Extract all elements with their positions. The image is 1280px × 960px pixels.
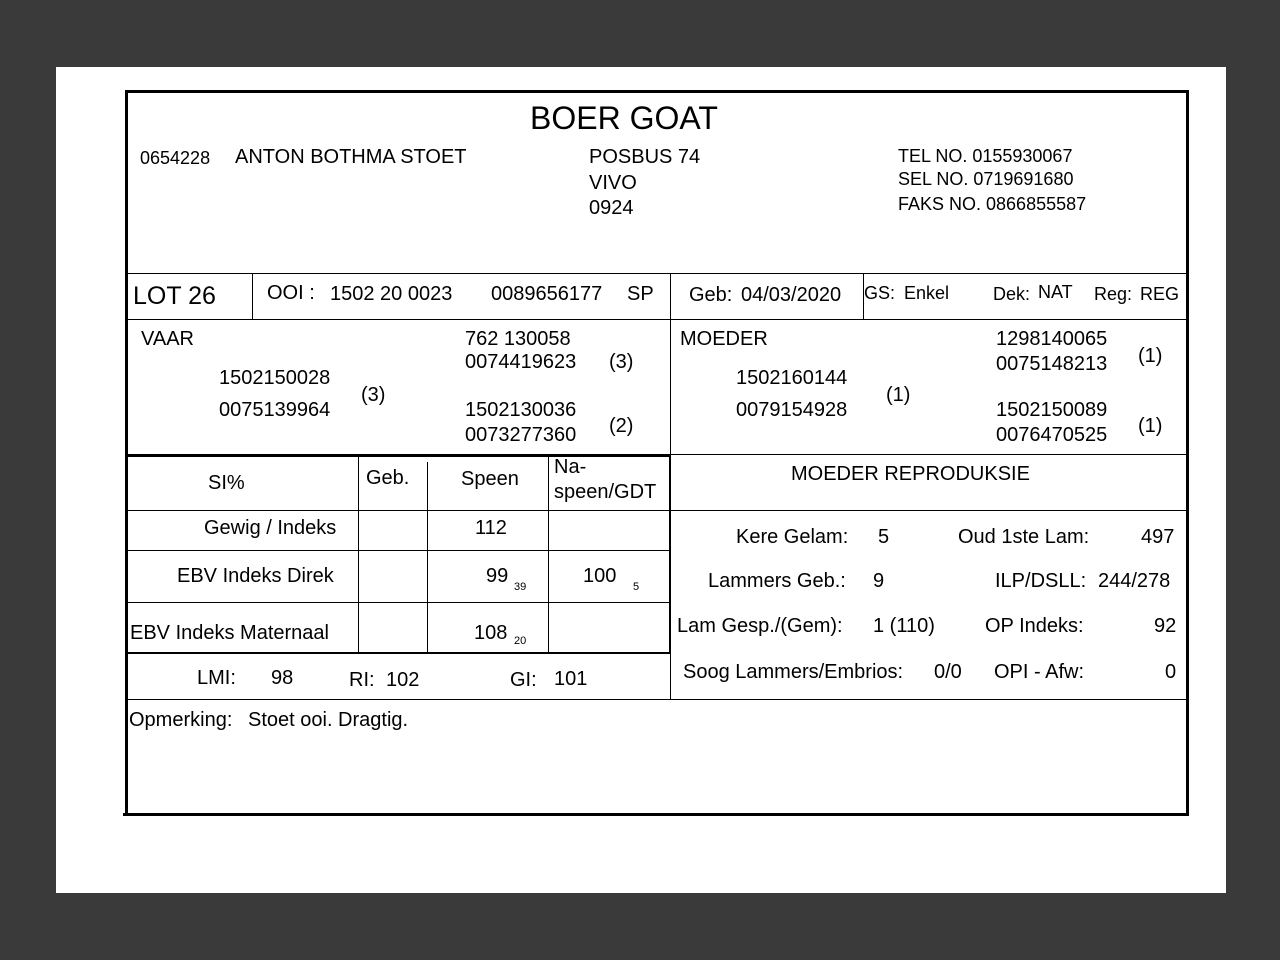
reg-label: Reg: <box>1094 284 1133 304</box>
gs-value: Enkel <box>904 283 950 303</box>
lmi-label: LMI: <box>197 667 236 689</box>
vaar-label: VAAR <box>141 328 194 350</box>
reg-value: REG <box>1140 284 1180 304</box>
opi-value: 0 <box>1165 661 1177 683</box>
moeder-label: MOEDER <box>680 328 768 350</box>
frame-bottom <box>123 813 1189 816</box>
moeder-sire-id: 1298140065 <box>996 328 1108 350</box>
phone-tel: TEL NO. 0155930067 <box>898 146 1073 166</box>
rule-col-geb <box>358 455 359 653</box>
rule-col-speen <box>427 462 428 653</box>
rule-row-direk <box>127 602 670 603</box>
repro-title: MOEDER REPRODUKSIE <box>791 463 1030 485</box>
vaar-sire-reg: 0074419623 <box>465 351 577 373</box>
ri-value: 102 <box>386 669 420 691</box>
moeder-sire-count: (1) <box>1138 345 1163 367</box>
ooi-reg: 0089656177 <box>491 283 603 305</box>
dek-label: Dek: <box>993 284 1031 304</box>
ilp-label: ILP/DSLL: <box>995 570 1087 592</box>
rule-table-bottom <box>127 652 671 654</box>
rule-col-naspeen <box>548 455 549 653</box>
direk-speen-subscript: 39 <box>514 581 527 593</box>
gesp-value: 1 (110) <box>873 615 935 637</box>
address-line-3: 0924 <box>589 197 634 219</box>
col-si-header: SI% <box>208 472 245 494</box>
geb-label: Geb: <box>689 284 733 306</box>
rule-header-row <box>127 510 1187 511</box>
moeder-reg: 0079154928 <box>736 399 848 421</box>
kere-label: Kere Gelam: <box>736 526 849 548</box>
maternaal-speen-value: 108 <box>474 622 508 644</box>
ooi-label: OOI : <box>267 282 315 304</box>
gi-label: GI: <box>510 669 537 691</box>
soog-value: 0/0 <box>934 661 962 683</box>
op-value: 92 <box>1154 615 1177 637</box>
moeder-dam-reg: 0076470525 <box>996 424 1108 446</box>
col-speen-header: Speen <box>461 468 519 490</box>
op-label: OP Indeks: <box>985 615 1084 637</box>
kere-value: 5 <box>878 526 890 548</box>
vaar-id: 1502150028 <box>219 367 331 389</box>
phone-sel: SEL NO. 0719691680 <box>898 169 1074 189</box>
moeder-count: (1) <box>886 384 911 406</box>
rule-lot-top <box>127 273 1187 274</box>
gi-value: 101 <box>554 668 588 690</box>
moeder-dam-id: 1502150089 <box>996 399 1108 421</box>
ilp-value: 244/278 <box>1098 570 1171 592</box>
moeder-id: 1502160144 <box>736 367 848 389</box>
col-naspeen-header-2: speen/GDT <box>554 481 657 503</box>
moeder-dam-count: (1) <box>1138 415 1163 437</box>
lot-number: LOT 26 <box>133 282 216 310</box>
row-ebv-maternaal-label: EBV Indeks Maternaal <box>130 622 329 644</box>
phone-faks: FAKS NO. 0866855587 <box>898 194 1087 214</box>
page-title: BOER GOAT <box>530 100 718 136</box>
vaar-reg: 0075139964 <box>219 399 331 421</box>
direk-naspeen-subscript: 5 <box>633 581 640 593</box>
address-line-2: VIVO <box>589 172 637 194</box>
frame-top <box>125 90 1189 93</box>
address-line-1: POSBUS 74 <box>589 146 701 168</box>
opi-label: OPI - Afw: <box>994 661 1085 683</box>
frame-right <box>1186 90 1189 816</box>
moeder-sire-reg: 0075148213 <box>996 353 1108 375</box>
vaar-count: (3) <box>361 384 386 406</box>
soog-label: Soog Lammers/Embrios: <box>683 661 904 683</box>
dek-value: NAT <box>1038 282 1073 302</box>
row-ebv-direk-label: EBV Indeks Direk <box>177 565 334 587</box>
rule-table-top <box>127 455 671 457</box>
lmi-value: 98 <box>271 667 294 689</box>
oud-label: Oud 1ste Lam: <box>958 526 1090 548</box>
ooi-id: 1502 20 0023 <box>330 283 453 305</box>
geb-value: 04/03/2020 <box>741 284 842 306</box>
ri-label: RI: <box>349 669 375 691</box>
rule-table-right <box>669 455 671 654</box>
gesp-label: Lam Gesp./(Gem): <box>677 615 843 637</box>
rule-indices-bottom <box>127 699 1187 700</box>
vaar-dam-id: 1502130036 <box>465 399 577 421</box>
direk-naspeen-value: 100 <box>583 565 617 587</box>
col-geb-header: Geb. <box>366 467 410 489</box>
breeder-number: 0654228 <box>140 148 211 168</box>
maternaal-speen-subscript: 20 <box>514 635 527 647</box>
vaar-sire-count: (3) <box>609 351 634 373</box>
gewig-speen-value: 112 <box>475 517 507 539</box>
rule-lot-sep <box>252 273 253 319</box>
vaar-dam-reg: 0073277360 <box>465 424 577 446</box>
frame-left <box>125 90 128 816</box>
lammers-label: Lammers Geb.: <box>708 570 846 592</box>
direk-speen-value: 99 <box>486 565 509 587</box>
col-naspeen-header-1: Na- <box>554 456 587 478</box>
rule-row-gewig <box>127 550 670 551</box>
remark-label: Opmerking: <box>129 709 233 731</box>
remark-value: Stoet ooi. Dragtig. <box>248 709 409 731</box>
breeder-name: ANTON BOTHMA STOET <box>235 146 467 168</box>
ooi-sp: SP <box>627 283 654 305</box>
lammers-value: 9 <box>873 570 885 592</box>
oud-value: 497 <box>1141 526 1175 548</box>
rule-lot-bottom <box>127 319 1187 320</box>
vaar-dam-count: (2) <box>609 415 634 437</box>
row-gewig-label: Gewig / Indeks <box>204 517 337 539</box>
vaar-sire-id: 762 130058 <box>465 328 571 350</box>
gs-label: GS: <box>864 283 896 303</box>
